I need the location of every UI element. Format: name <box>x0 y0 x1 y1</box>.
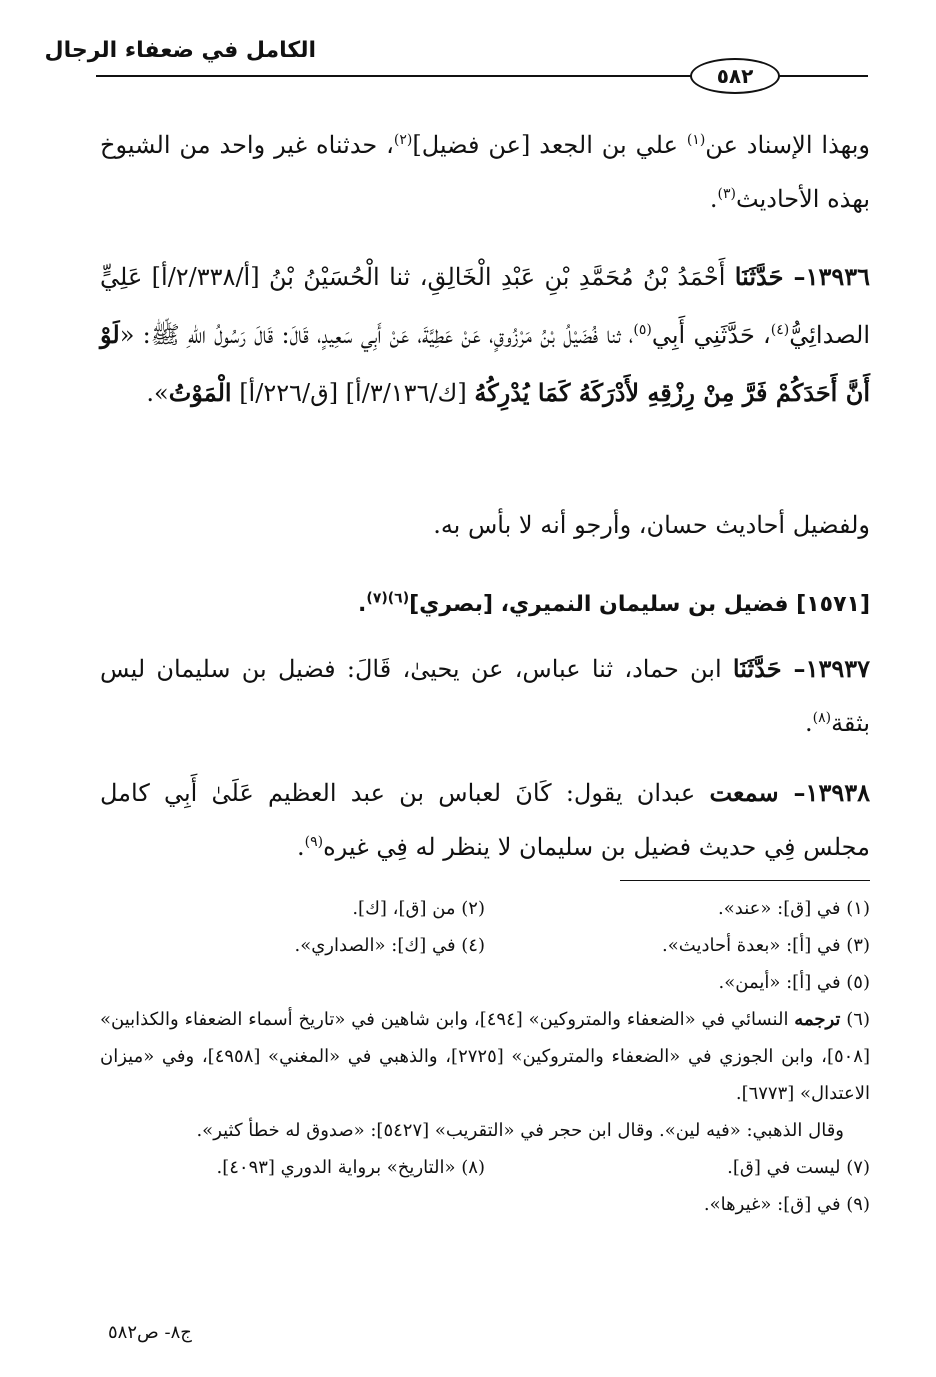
footnote-6-label: (٦) <box>840 1009 870 1030</box>
intro-text: . <box>709 185 718 213</box>
hadith-number: ١٣٩٣٧– <box>781 654 871 683</box>
footnote-row <box>100 964 870 1001</box>
footnotes <box>100 890 870 1223</box>
hadith-number: ١٣٩٣٦– <box>783 262 871 291</box>
hadith-matn: الْمَوْتُ <box>168 378 232 407</box>
isnad-text: ، ثنا فُضَيْلُ بْنُ مَرْزُوقٍ، عَنْ عَطِيَّةَ، عَنْ أَبِي سَعِيدٍ، قَالَ: قَالَ رَسُولُ اللهِ ﷺ: « <box>119 321 634 349</box>
footnote-ref: (٤) <box>770 322 790 338</box>
footnote-ref: (٦)(٧) <box>366 590 410 607</box>
intro-paragraph <box>100 118 870 226</box>
footnote-row <box>100 1149 870 1186</box>
running-header-title: الكامل في ضعفاء الرجال <box>44 38 316 63</box>
hadith-13936 <box>100 248 870 422</box>
narration-keyword: حَدَّثَنَا <box>732 654 782 683</box>
footnote-1: (١) في [ق]: «عند». <box>718 898 870 919</box>
intro-text: علي بن الجعد [عن فضيل] <box>412 131 687 159</box>
footnote-2: (٢) من [ق]، [ك]. <box>352 898 485 919</box>
footnote-3: (٣) في [أ]: «بعدة أحاديث». <box>662 935 870 956</box>
footnote-row <box>100 1112 870 1149</box>
hadith-number: ١٣٩٣٨– <box>778 778 870 807</box>
narration-text: عبدان يقول: كَانَ لعباس بن عبد العظيم عَلَىٰ أَبِي كامل مجلس فِي حديث فضيل بن سليمان لا ينظر له فِي غيره <box>100 779 870 861</box>
hadith-13937 <box>100 642 870 750</box>
isnad-text: ، حَدَّثَنِي أَبِي <box>651 321 771 349</box>
footnote-5: (٥) في [أ]: «أيمن». <box>718 972 870 993</box>
footnote-9: (٩) في [ق]: «غيرها». <box>703 1194 870 1215</box>
entry-heading-label: [١٥٧١] فضيل بن سليمان النميري، [بصري] <box>409 592 870 617</box>
remark-text: ولفضيل أحاديث حسان، وأرجو أنه لا بأس به. <box>433 511 870 539</box>
footnote-ref: (٩) <box>304 834 324 850</box>
footnote-ref: (٨) <box>812 710 832 726</box>
isnad-text: ». <box>146 379 169 407</box>
hadith-matn: لَوْ أَنَّ أَحَدَكُمْ فَرَّ مِنْ رِزْقِهِ لأَدْرَكَهُ كَمَا يُدْرِكُهُ <box>100 320 870 407</box>
hadith-13938 <box>100 766 870 874</box>
footnote-6 <box>100 1001 870 1112</box>
footnote-7: (٧) ليست في [ق]. <box>727 1157 870 1178</box>
footnote-ref: (٢) <box>393 132 413 148</box>
intro-text: وبهذا الإسناد عن <box>705 131 871 159</box>
narration-text: . <box>804 709 813 737</box>
narration-text: ابن حماد، ثنا عباس، عن يحيىٰ، قَالَ: فضيل بن سليمان ليس بثقة <box>100 655 870 737</box>
footnote-6-text: النسائي في «الضعفاء والمتروكين» [٤٩٤]، وابن شاهين في «تاريخ أسماء الضعفاء والكذابين» [٥٠٨]، وابن الجوزي في «الضعفاء والمتروكين» [٢٧٢٥]، والذهبي في «المغني» [٤٩٥٨]، وفي «ميزان الاعتدال» [٦٧٧٣]. <box>100 1009 871 1104</box>
footnote-row <box>100 1001 870 1112</box>
volume-page-reference: ج٨- ص٥٨٢ <box>108 1322 192 1343</box>
fudayl-remark <box>100 498 870 552</box>
footnote-row <box>100 927 870 964</box>
isnad-text: أَحْمَدُ بْنُ مُحَمَّدِ بْنِ عَبْدِ الْخَالِقِ، ثنا الْحُسَيْنُ بْنُ [أ/٢/٣٣٨/أ] عَلِيٍّ الصدائِيُّ <box>100 263 870 349</box>
footnote-6-keyword: ترجمه <box>794 1009 841 1030</box>
footnote-ref: (٥) <box>633 322 652 338</box>
footnote-6-continuation: وقال الذهبي: «فيه لين». وقال ابن حجر في «التقريب» [٥٤٢٧]: «صدوق له خطأ كثير». <box>196 1120 844 1141</box>
footnote-4: (٤) في [ك]: «الصداري». <box>294 935 485 956</box>
footnote-ref: (٣) <box>717 186 737 202</box>
entry-heading <box>100 578 870 632</box>
footnote-row <box>100 890 870 927</box>
narration-keyword: حَدَّثَنَا <box>734 262 784 291</box>
narration-text: . <box>296 833 305 861</box>
footnote-row <box>100 1186 870 1223</box>
narration-keyword: سمعت <box>709 778 779 807</box>
intro-text: ، حدثناه غير واحد من الشيوخ بهذه الأحاديث <box>100 131 870 213</box>
footnote-ref: (١) <box>686 132 706 148</box>
manuscript-ref: [ك/٣/١٣٦/أ] [ق/٢٢٦/أ] <box>231 379 475 407</box>
entry-heading-end: . <box>358 592 367 617</box>
page-number-badge: ٥٨٢ <box>690 58 780 94</box>
footnote-8: (٨) «التاريخ» برواية الدوري [٤٠٩٣]. <box>216 1157 485 1178</box>
footnote-separator <box>620 880 870 881</box>
